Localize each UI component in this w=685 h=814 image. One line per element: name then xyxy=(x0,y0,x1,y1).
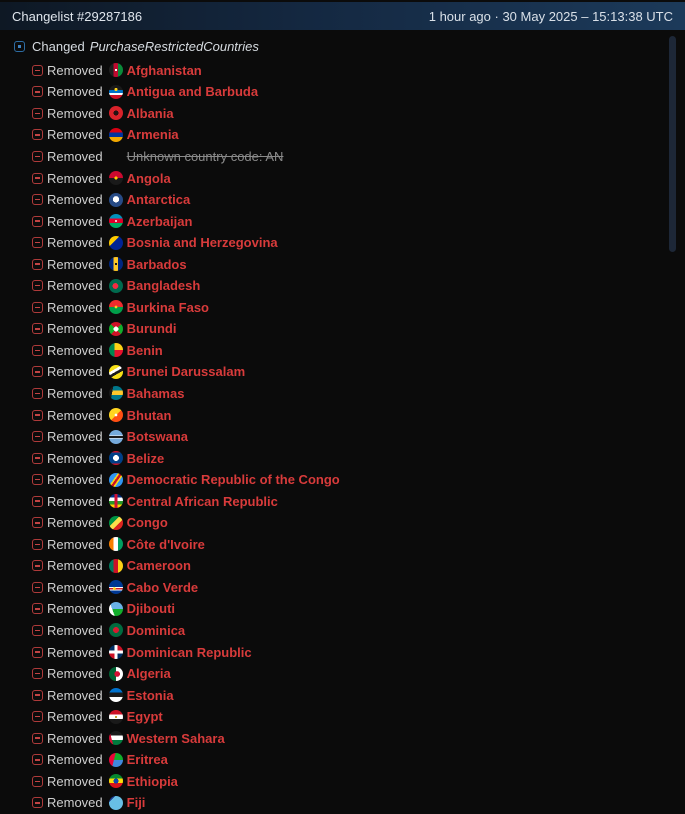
minus-icon xyxy=(32,259,43,270)
removed-label: Removed xyxy=(47,752,103,768)
removed-row xyxy=(0,124,685,146)
country-name: Cameroon xyxy=(126,558,191,574)
minus-icon xyxy=(32,431,43,442)
removed-row xyxy=(0,469,685,491)
country-name: Democratic Republic of the Congo xyxy=(126,472,340,488)
removed-label: Removed xyxy=(47,84,103,100)
country-name: Dominica xyxy=(126,622,186,638)
removed-row xyxy=(0,361,685,383)
country-flag-icon xyxy=(109,494,123,508)
minus-icon xyxy=(32,539,43,550)
country-flag-icon xyxy=(109,710,123,724)
removed-row xyxy=(0,189,685,211)
removed-label: Removed xyxy=(47,687,103,703)
country-flag-icon xyxy=(109,623,123,637)
scrollbar-thumb[interactable] xyxy=(669,36,676,252)
country-flag-icon xyxy=(109,602,123,616)
removed-label: Removed xyxy=(47,601,103,617)
country-flag-icon xyxy=(109,149,123,163)
removed-row xyxy=(0,81,685,103)
removed-row xyxy=(0,167,685,189)
minus-icon xyxy=(32,216,43,227)
removed-label: Removed xyxy=(47,364,103,380)
removed-label: Removed xyxy=(47,342,103,358)
country-name: Fiji xyxy=(126,795,146,811)
removed-row xyxy=(0,598,685,620)
country-flag-icon xyxy=(109,386,123,400)
country-name: Dominican Republic xyxy=(126,644,252,660)
country-name: Burkina Faso xyxy=(126,299,209,315)
removed-label: Removed xyxy=(47,773,103,789)
removed-label: Removed xyxy=(47,730,103,746)
removed-label: Removed xyxy=(47,105,103,121)
minus-icon xyxy=(32,237,43,248)
removed-row xyxy=(0,534,685,556)
removed-row xyxy=(0,706,685,728)
country-name: Bangladesh xyxy=(126,278,201,294)
changed-row[interactable] xyxy=(14,36,685,56)
changelist-title: Changelist #29287186 xyxy=(12,8,143,24)
removed-row xyxy=(0,404,685,426)
country-name: Djibouti xyxy=(126,601,176,617)
minus-icon xyxy=(32,302,43,313)
removed-row xyxy=(0,146,685,168)
minus-icon xyxy=(32,582,43,593)
removed-row xyxy=(0,727,685,749)
removed-row xyxy=(0,749,685,771)
removed-row xyxy=(0,210,685,232)
minus-icon xyxy=(32,65,43,76)
minus-icon xyxy=(32,754,43,765)
removed-label: Removed xyxy=(47,299,103,315)
removed-row xyxy=(0,275,685,297)
removed-label: Removed xyxy=(47,256,103,272)
country-name: Afghanistan xyxy=(126,62,202,78)
country-name: Brunei Darussalam xyxy=(126,364,246,380)
removed-label: Removed xyxy=(47,170,103,186)
country-flag-icon xyxy=(109,365,123,379)
minus-icon xyxy=(32,690,43,701)
country-name: Albania xyxy=(126,105,174,121)
changelist-header xyxy=(0,2,685,30)
removed-label: Removed xyxy=(47,536,103,552)
minus-icon xyxy=(32,560,43,571)
country-name: Ethiopia xyxy=(126,773,178,789)
removed-row xyxy=(0,490,685,512)
removed-label: Removed xyxy=(47,493,103,509)
minus-icon xyxy=(32,625,43,636)
country-flag-icon xyxy=(109,214,123,228)
country-name: Azerbaijan xyxy=(126,213,193,229)
country-flag-icon xyxy=(109,257,123,271)
removed-label: Removed xyxy=(47,579,103,595)
minus-icon xyxy=(32,86,43,97)
removed-row xyxy=(0,512,685,534)
minus-icon xyxy=(32,194,43,205)
removed-row xyxy=(0,383,685,405)
country-name: Central African Republic xyxy=(126,493,278,509)
country-flag-icon xyxy=(109,85,123,99)
changed-label: Changed xyxy=(32,38,85,54)
minus-icon xyxy=(32,733,43,744)
minus-icon xyxy=(32,776,43,787)
country-name: Burundi xyxy=(126,321,177,337)
country-name: Armenia xyxy=(126,127,179,143)
minus-icon xyxy=(32,410,43,421)
country-flag-icon xyxy=(109,408,123,422)
country-name: Algeria xyxy=(126,666,171,682)
minus-icon xyxy=(32,173,43,184)
country-flag-icon xyxy=(109,63,123,77)
country-name: Botswana xyxy=(126,429,189,445)
country-flag-icon xyxy=(109,537,123,551)
removed-label: Removed xyxy=(47,213,103,229)
changed-icon xyxy=(14,41,25,52)
country-flag-icon xyxy=(109,774,123,788)
removed-label: Removed xyxy=(47,127,103,143)
country-name: Belize xyxy=(126,450,165,466)
removed-label: Removed xyxy=(47,795,103,811)
minus-icon xyxy=(32,366,43,377)
removed-row xyxy=(0,60,685,82)
removed-label: Removed xyxy=(47,558,103,574)
removed-row xyxy=(0,792,685,814)
country-name: Cabo Verde xyxy=(126,579,199,595)
removed-row xyxy=(0,663,685,685)
minus-icon xyxy=(32,668,43,679)
country-flag-icon xyxy=(109,236,123,250)
removed-label: Removed xyxy=(47,644,103,660)
country-name: Congo xyxy=(126,515,168,531)
country-flag-icon xyxy=(109,753,123,767)
minus-icon xyxy=(32,797,43,808)
minus-icon xyxy=(32,603,43,614)
country-flag-icon xyxy=(109,645,123,659)
removed-label: Removed xyxy=(47,235,103,251)
minus-icon xyxy=(32,647,43,658)
removed-label: Removed xyxy=(47,709,103,725)
country-name: Barbados xyxy=(126,256,187,272)
changed-field-name: PurchaseRestrictedCountries xyxy=(89,38,259,54)
country-flag-icon xyxy=(109,193,123,207)
country-name: Benin xyxy=(126,342,163,358)
removed-label: Removed xyxy=(47,321,103,337)
removed-label: Removed xyxy=(47,278,103,294)
country-name: Antarctica xyxy=(126,192,191,208)
removed-row xyxy=(0,684,685,706)
country-flag-icon xyxy=(109,300,123,314)
minus-icon xyxy=(32,129,43,140)
removed-row xyxy=(0,232,685,254)
country-flag-icon xyxy=(109,430,123,444)
minus-icon xyxy=(32,151,43,162)
removed-row xyxy=(0,426,685,448)
minus-icon xyxy=(32,517,43,528)
country-flag-icon xyxy=(109,343,123,357)
removed-label: Removed xyxy=(47,622,103,638)
country-flag-icon xyxy=(109,796,123,810)
removed-label: Removed xyxy=(47,450,103,466)
country-flag-icon xyxy=(109,731,123,745)
removed-row xyxy=(0,577,685,599)
country-name: Bhutan xyxy=(126,407,172,423)
removed-row xyxy=(0,318,685,340)
removed-row xyxy=(0,340,685,362)
removed-label: Removed xyxy=(47,407,103,423)
country-flag-icon xyxy=(109,667,123,681)
country-flag-icon xyxy=(109,128,123,142)
removed-label: Removed xyxy=(47,62,103,78)
changelist-content xyxy=(0,30,685,811)
country-name: Bahamas xyxy=(126,385,185,401)
removed-row xyxy=(0,103,685,125)
country-flag-icon xyxy=(109,279,123,293)
country-name: Bosnia and Herzegovina xyxy=(126,235,278,251)
minus-icon xyxy=(32,323,43,334)
country-name: Unknown country code: AN xyxy=(126,148,284,164)
country-flag-icon xyxy=(109,516,123,530)
minus-icon xyxy=(32,496,43,507)
country-name: Côte d'Ivoire xyxy=(126,536,205,552)
country-flag-icon xyxy=(109,688,123,702)
country-name: Estonia xyxy=(126,687,174,703)
removed-label: Removed xyxy=(47,472,103,488)
minus-icon xyxy=(32,108,43,119)
minus-icon xyxy=(32,474,43,485)
country-flag-icon xyxy=(109,559,123,573)
removed-label: Removed xyxy=(47,666,103,682)
removed-label: Removed xyxy=(47,515,103,531)
minus-icon xyxy=(32,388,43,399)
minus-icon xyxy=(32,453,43,464)
country-name: Eritrea xyxy=(126,752,168,768)
removed-row xyxy=(0,253,685,275)
country-flag-icon xyxy=(109,580,123,594)
removed-row xyxy=(0,447,685,469)
country-flag-icon xyxy=(109,473,123,487)
minus-icon xyxy=(32,345,43,356)
removed-row xyxy=(0,297,685,319)
removed-label: Removed xyxy=(47,385,103,401)
country-name: Egypt xyxy=(126,709,163,725)
minus-icon xyxy=(32,280,43,291)
minus-icon xyxy=(32,711,43,722)
removed-label: Removed xyxy=(47,429,103,445)
country-name: Angola xyxy=(126,170,171,186)
country-flag-icon xyxy=(109,106,123,120)
removed-row xyxy=(0,771,685,793)
country-flag-icon xyxy=(109,171,123,185)
removed-row xyxy=(0,555,685,577)
country-flag-icon xyxy=(109,451,123,465)
country-name: Western Sahara xyxy=(126,730,225,746)
removed-label: Removed xyxy=(47,148,103,164)
removed-row xyxy=(0,641,685,663)
changelist-timestamp: 1 hour ago · 30 May 2025 – 15:13:38 UTC xyxy=(428,8,673,24)
removed-row xyxy=(0,620,685,642)
removed-label: Removed xyxy=(47,192,103,208)
removed-list xyxy=(0,60,685,814)
country-flag-icon xyxy=(109,322,123,336)
country-name: Antigua and Barbuda xyxy=(126,84,259,100)
